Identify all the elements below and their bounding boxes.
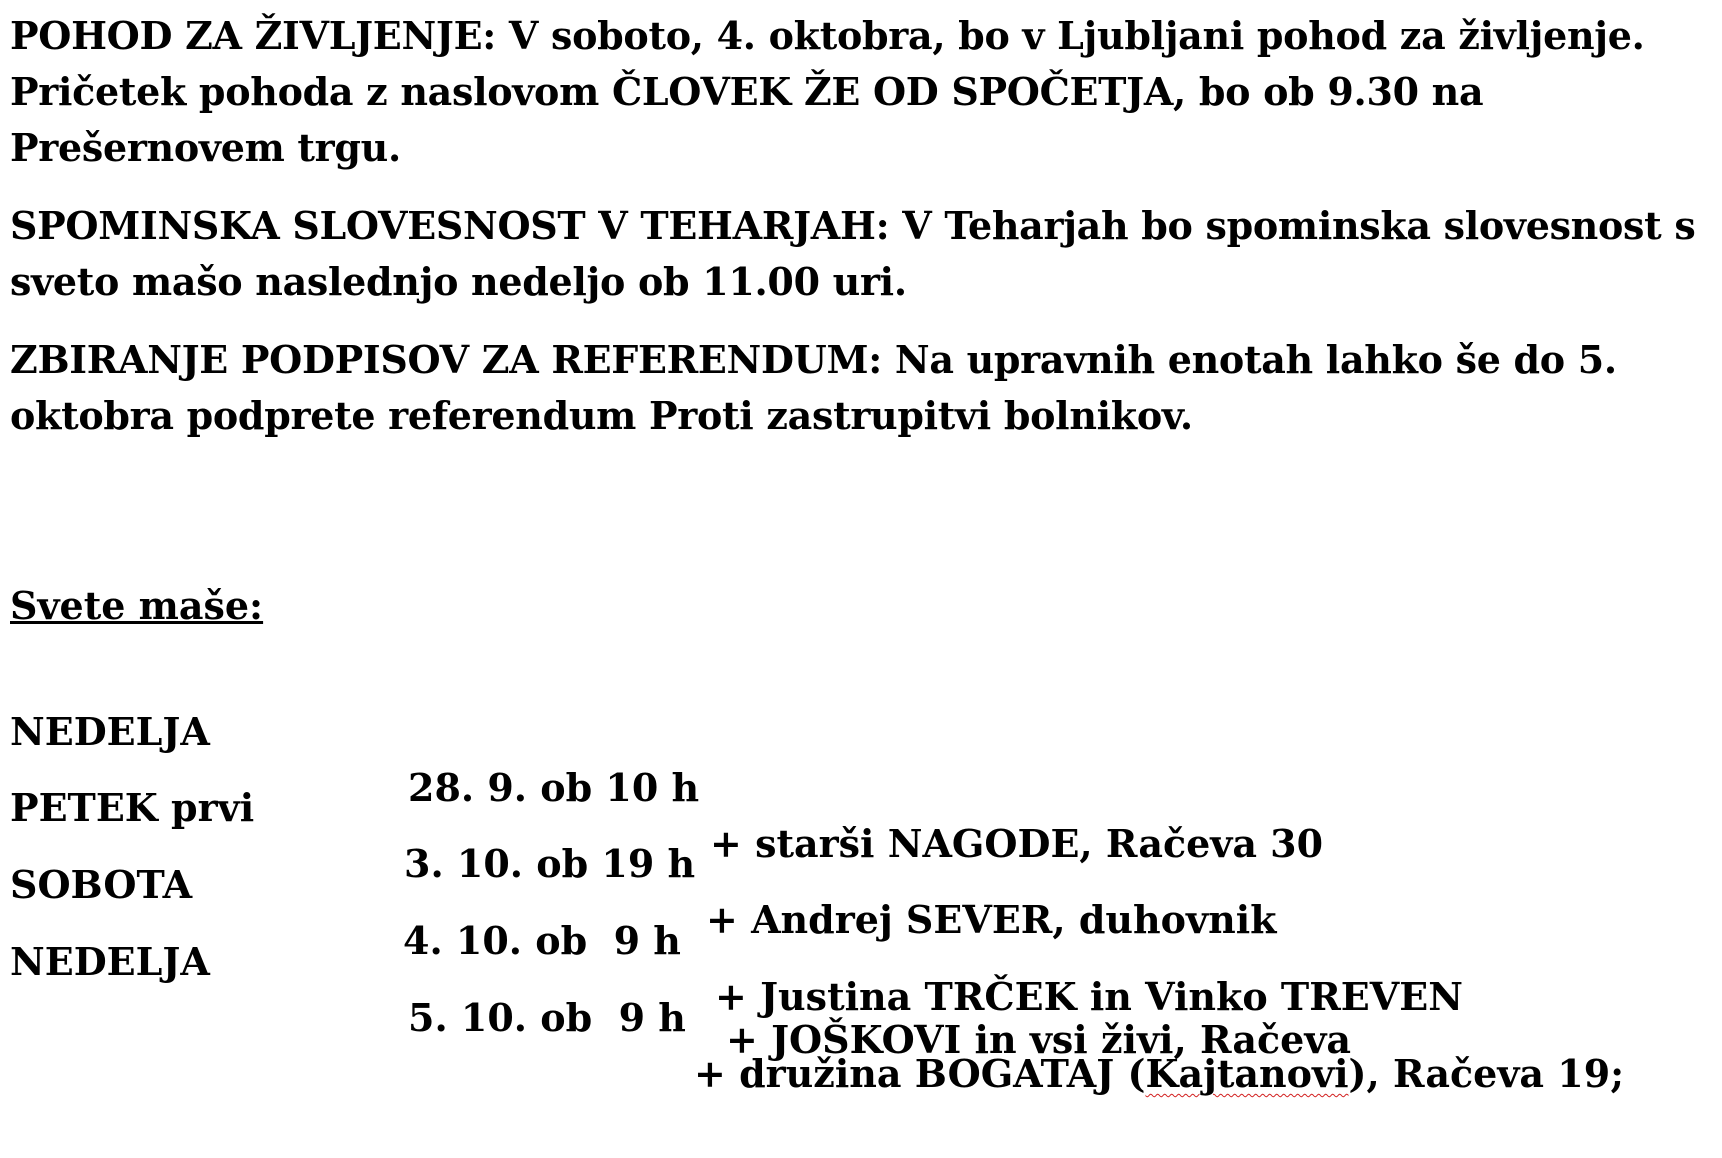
mass-date: 28. 9. ob 10 h (408, 765, 700, 810)
masses-title: Svete maše: (10, 583, 264, 628)
mass-intent: + Justina TRČEK in Vinko TREVEN (715, 974, 1463, 1019)
mass-day: NEDELJA (10, 939, 210, 984)
mass-intent: + starši NAGODE, Račeva 30 (710, 821, 1324, 866)
mass-intent-part: + družina BOGATAJ ( (694, 1051, 1146, 1096)
mass-intent: + Andrej SEVER, duhovnik (706, 897, 1277, 942)
spellcheck-flagged-word: Kajtanovi (1145, 1051, 1349, 1096)
mass-day: PETEK prvi (10, 785, 255, 830)
mass-day: SOBOTA (10, 862, 193, 907)
mass-date: 3. 10. ob 19 h (404, 841, 696, 886)
mass-intent: + JOŠKOVI in vsi živi, Račeva (726, 1017, 1352, 1062)
announcement-teharje: SPOMINSKA SLOVESNOST V TEHARJAH: V Teharjah bo spominska slovesnost s sveto mašo naslednjo nedeljo ob 11.00 uri. (10, 203, 1696, 304)
mass-date: 5. 10. ob 9 h (408, 995, 686, 1040)
announcement-referendum: ZBIRANJE PODPISOV ZA REFERENDUM: Na upravnih enotah lahko še do 5. oktobra podprete referendum Proti zastrupitvi bolnikov. (10, 337, 1617, 438)
announcement-pohod: POHOD ZA ŽIVLJENJE: V soboto, 4. oktobra, bo v Ljubljani pohod za življenje. Pričetek pohoda z naslovom ČLOVEK ŽE OD SPOČETJA, bo ob 9.30 na Prešernovem trgu. (10, 13, 1645, 170)
mass-intent-part: ), Račeva 19; (1348, 1051, 1625, 1096)
mass-day: NEDELJA (10, 709, 210, 754)
mass-date: 4. 10. ob 9 h (403, 918, 681, 963)
bulletin-page (10, 8, 1710, 1096)
